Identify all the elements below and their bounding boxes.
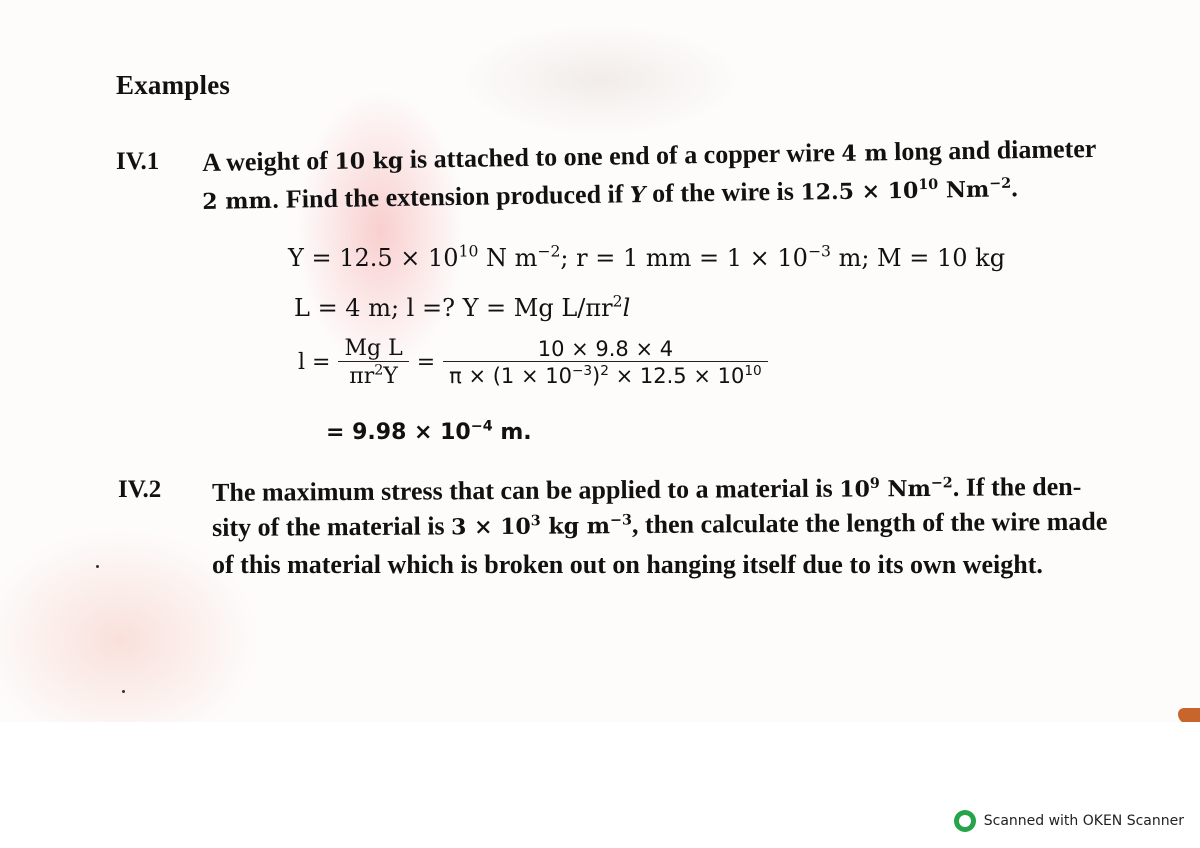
scanner-label: Scanned with OKEN Scanner: [983, 813, 1184, 829]
ex2-question-line1: The maximum stress that can be applied to a material is $10^9$ $Nm^{-2}$. If the den-: [212, 471, 1082, 507]
ex1-text: is attached to one end of a copper wire: [403, 137, 842, 174]
ex1-diameter: 2 mm.: [202, 187, 280, 215]
ex1-text: long and diameter: [887, 133, 1097, 167]
ex1-question-line2: 2 mm. Find the extension produced if Y of the wire is $12.5 \times 10^{10}$ $Nm^{-2}$.: [202, 173, 1018, 215]
ex1-youngs-modulus: $12.5 \times 10^{10}$ $Nm^{-2}$: [800, 175, 1012, 206]
fraction-substitution: $\frac{10 \times 9.8 \times 4}{\pi \times (1 \times 10^{-3})^2 \times 12.5 \times 10^{10}}$: [443, 337, 768, 388]
example-number-iv2: IV.2: [118, 476, 162, 503]
solution-lhs: l =: [298, 350, 331, 375]
ex1-given-line2: L = 4 m; l =? Y = Mg $L/\pi r^2l$: [294, 292, 631, 322]
ex1-given-line1: $Y = 12.5 \times 10^{10}$ N $m^{-2}$; r = 1 mm = $1 \times 10^{-3}$ m; M = 10 kg: [288, 242, 1006, 272]
ex2-question-line3: of this material which is broken out on hanging itself due to its own weight.: [212, 550, 1043, 579]
scanner-watermark: [954, 810, 1184, 832]
ex1-text: Find the extension produced if: [279, 179, 631, 214]
ex1-result: = $9.98 \times 10^{-4}$ m.: [326, 418, 532, 445]
ex1-text: A weight of: [202, 145, 335, 177]
ex1-text: of the wire is: [645, 176, 801, 209]
section-heading: Examples: [116, 70, 231, 100]
ex1-length: 4 m: [841, 140, 888, 167]
ex1-mass: 10 kg: [334, 147, 404, 175]
ex1-symbol-y: Y: [629, 182, 646, 209]
fraction-formula: $\frac{\text{Mg L}}{\pi r^2Y}$: [338, 336, 408, 389]
oken-logo-icon: [954, 810, 976, 832]
ex2-question-line2: sity of the material is $3 \times 10^3$ kg $m^{-3}$, then calculate the length of the wire made: [212, 506, 1108, 542]
ex1-solution-equation: l = $\frac{\text{Mg L}}{\pi r^2Y}$ = $\frac{10 \times 9.8 \times 4}{\pi \times (1 \times 10^{-3})^2 \times 12.5 \times 10^{10}}$: [298, 336, 768, 389]
speck: [96, 565, 99, 568]
ex1-question-line1: [202, 134, 1097, 178]
example-number-iv1: IV.1: [116, 148, 160, 175]
speck: [122, 690, 125, 693]
